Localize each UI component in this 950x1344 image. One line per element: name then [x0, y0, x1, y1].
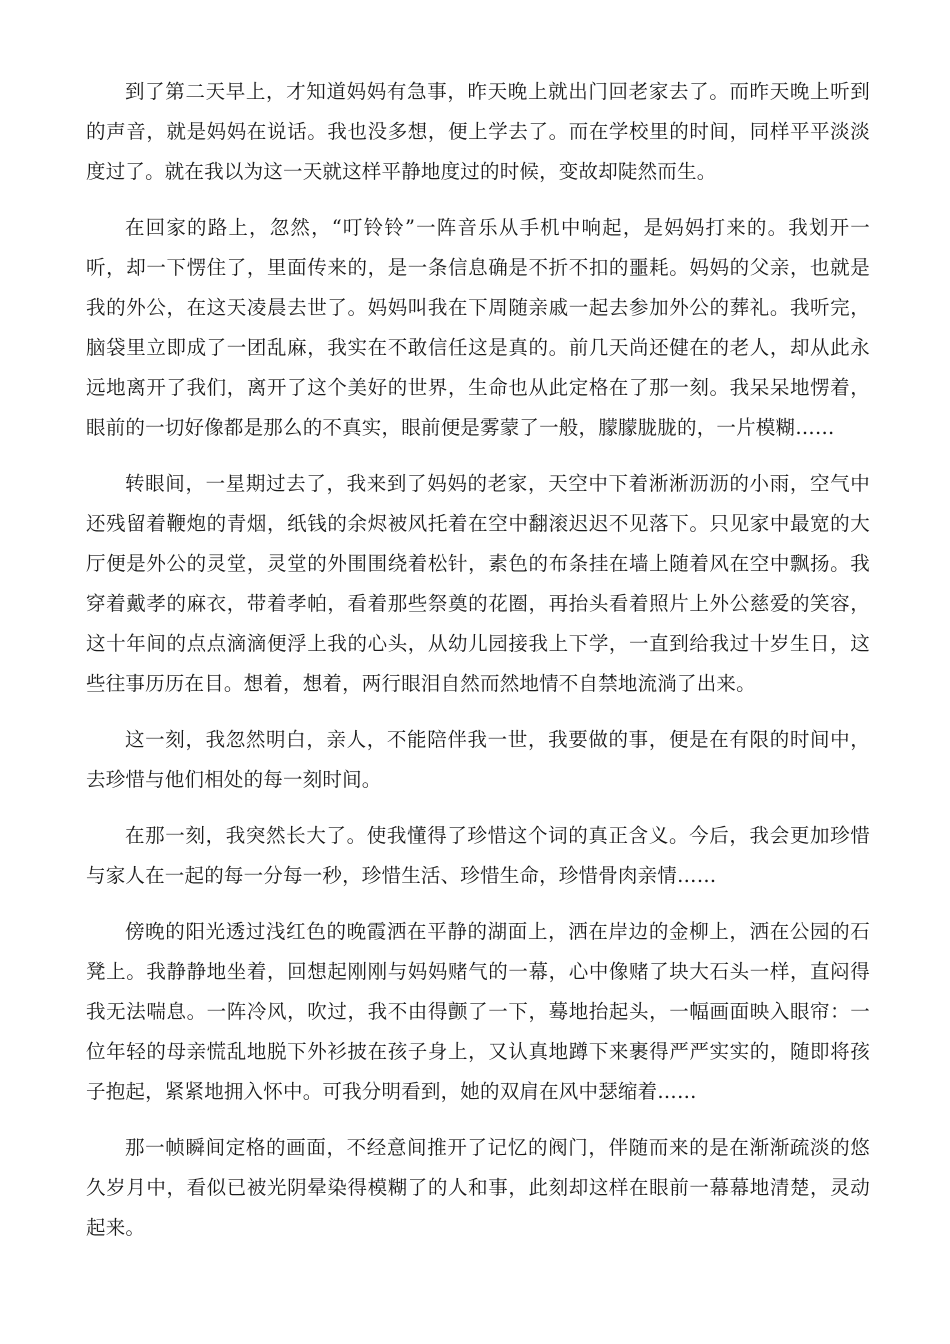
paragraph-3: 转眼间，一星期过去了，我来到了妈妈的老家，天空中下着淅淅沥沥的小雨，空气中还残留着鞭炮的青烟，纸钱的余烬被风托着在空中翻滚迟迟不见落下。只见家中最宽的大厅便是外公的灵堂，灵堂的外围围绕着松针，素色的布条挂在墙上随着风在空中飘扬。我穿着戴孝的麻衣，带着孝帕，看着那些祭奠的花圈，再抬头看着照片上外公慈爱的笑容，这十年间的点点滴滴便浮上我的心头，从幼儿园接我上下学，一直到给我过十岁生日，这些往事历历在目。想着，想着，两行眼泪自然而然地情不自禁地流淌了出来。 [86, 472, 870, 695]
paragraph-4: 这一刻，我忽然明白，亲人，不能陪伴我一世，我要做的事，便是在有限的时间中，去珍惜与他们相处的每一刻时间。 [86, 728, 870, 791]
paragraph-5: 在那一刻，我突然长大了。使我懂得了珍惜这个词的真正含义。今后，我会更加珍惜与家人在一起的每一分每一秒，珍惜生活、珍惜生命，珍惜骨肉亲情…… [86, 824, 870, 887]
paragraph-2: 在回家的路上，忽然，“叮铃铃”一阵音乐从手机中响起，是妈妈打来的。我划开一听，却一下愣住了，里面传来的，是一条信息确是不折不扣的噩耗。妈妈的父亲，也就是我的外公，在这天凌晨去世了。妈妈叫我在下周随亲戚一起去参加外公的葬礼。我听完，脑袋里立即成了一团乱麻，我实在不敢信任这是真的。前几天尚还健在的老人，却从此永远地离开了我们，离开了这个美好的世界，生命也从此定格在了那一刻。我呆呆地愣着，眼前的一切好像都是那么的不真实，眼前便是雾蒙了一般，朦朦胧胧的，一片模糊…… [86, 216, 870, 439]
document-body [86, 72, 870, 1264]
paragraph-1: 到了第二天早上，才知道妈妈有急事，昨天晚上就出门回老家去了。而昨天晚上听到的声音，就是妈妈在说话。我也没多想，便上学去了。而在学校里的时间，同样平平淡淡度过了。就在我以为这一天就这样平静地度过的时候，变故却陡然而生。 [86, 80, 870, 183]
paragraph-7: 那一帧瞬间定格的画面，不经意间推开了记忆的阀门，伴随而来的是在渐渐疏淡的悠久岁月中，看似已被光阴晕染得模糊了的人和事，此刻却这样在眼前一幕幕地清楚，灵动起来。 [86, 1136, 870, 1239]
paragraph-6: 傍晚的阳光透过浅红色的晚霞洒在平静的湖面上，洒在岸边的金柳上，洒在公园的石凳上。我静静地坐着，回想起刚刚与妈妈赌气的一幕，心中像赌了块大石头一样，直闷得我无法喘息。一阵冷风，吹过，我不由得颤了一下，蓦地抬起头，一幅画面映入眼帘：一位年轻的母亲慌乱地脱下外衫披在孩子身上，又认真地蹲下来裹得严严实实的，随即将孩子抱起，紧紧地拥入怀中。可我分明看到，她的双肩在风中瑟缩着…… [86, 920, 870, 1103]
